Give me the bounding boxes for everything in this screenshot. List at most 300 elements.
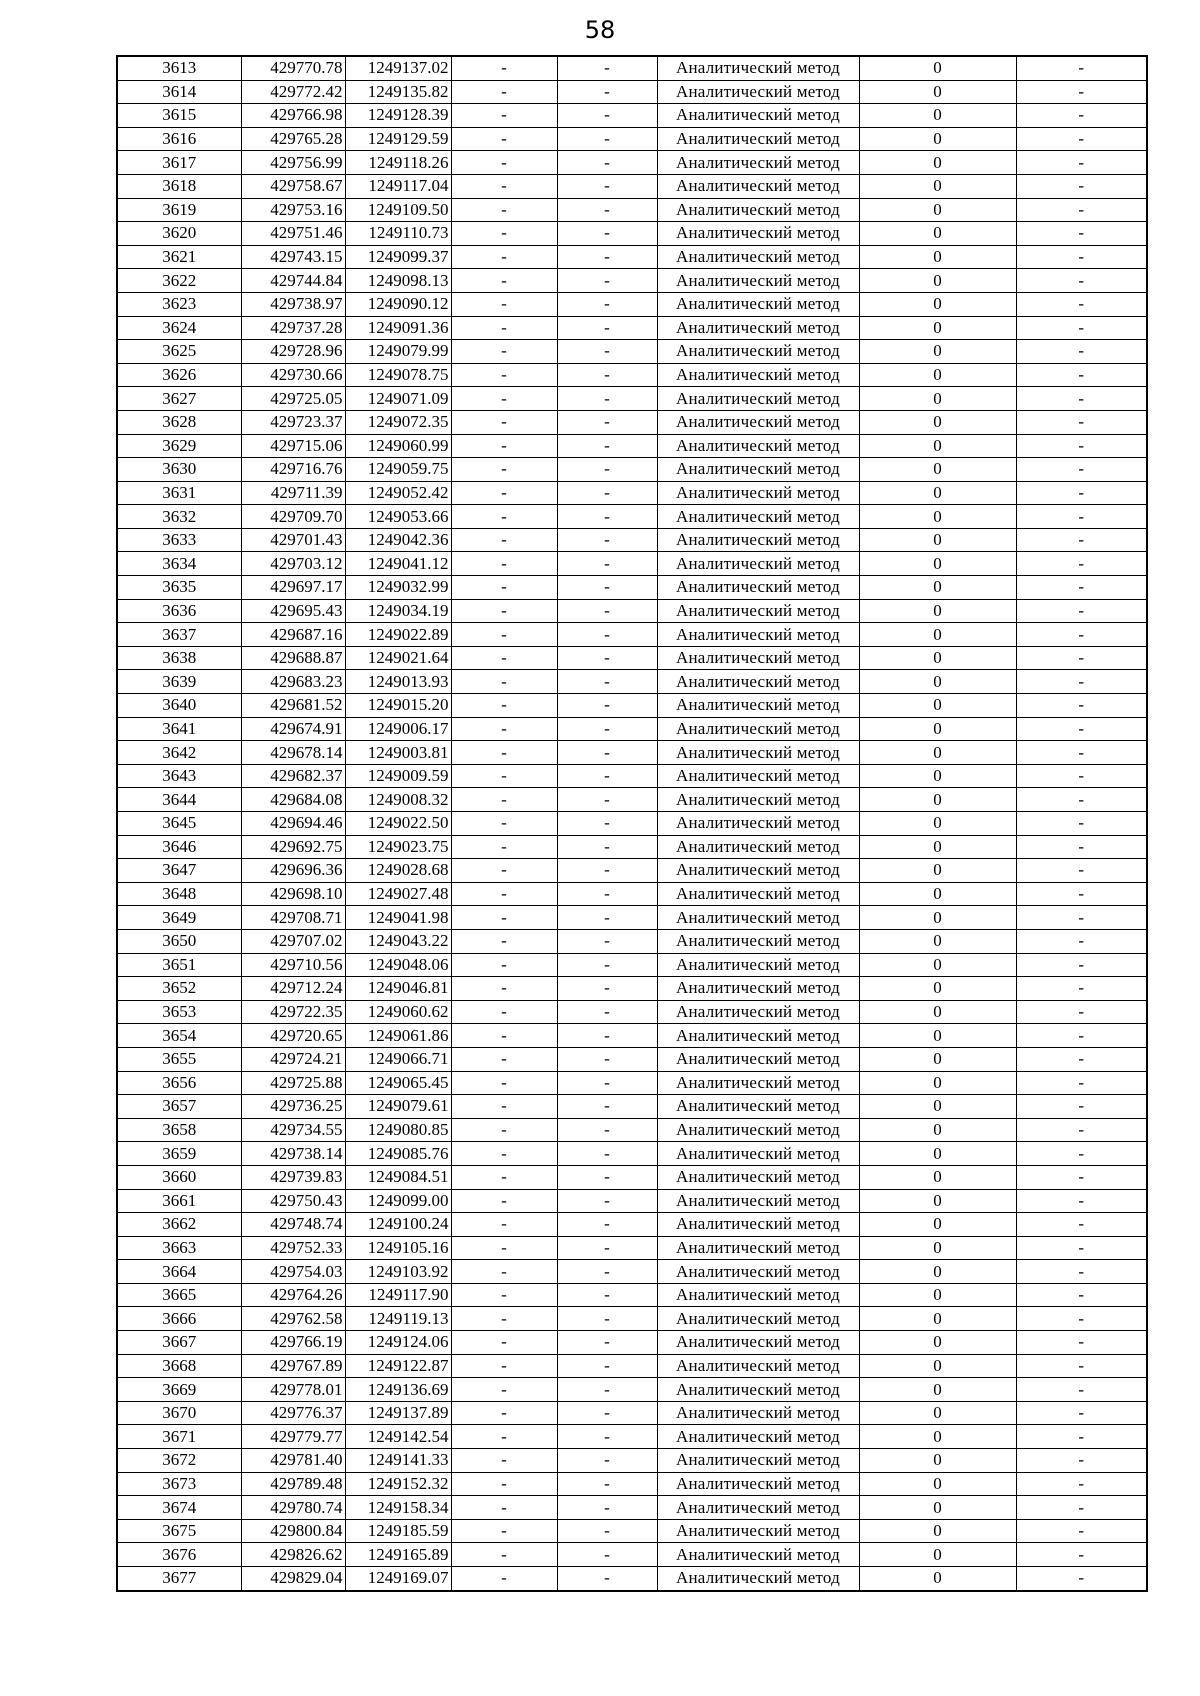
point-number-cell: 3673 — [117, 1472, 241, 1496]
point-number-cell: 3664 — [117, 1260, 241, 1284]
precision-cell: 0 — [859, 1519, 1016, 1543]
method-cell: Аналитический метод — [657, 1118, 859, 1142]
dash-cell: - — [451, 387, 557, 411]
y-coordinate-cell: 1249034.19 — [345, 599, 451, 623]
method-cell: Аналитический метод — [657, 269, 859, 293]
y-coordinate-cell: 1249060.99 — [345, 434, 451, 458]
dash-cell: - — [557, 528, 657, 552]
dash-cell: - — [557, 1496, 657, 1520]
dash-cell: - — [451, 1449, 557, 1473]
table-row — [117, 1213, 1147, 1237]
dash-cell: - — [451, 1118, 557, 1142]
dash-cell: - — [557, 1071, 657, 1095]
y-coordinate-cell: 1249169.07 — [345, 1567, 451, 1591]
point-number-cell: 3650 — [117, 929, 241, 953]
y-coordinate-cell: 1249152.32 — [345, 1472, 451, 1496]
dash-cell: - — [1016, 788, 1147, 812]
dash-cell: - — [557, 1331, 657, 1355]
table-row — [117, 1095, 1147, 1119]
x-coordinate-cell: 429734.55 — [241, 1118, 345, 1142]
table-row — [117, 1142, 1147, 1166]
method-cell: Аналитический метод — [657, 1189, 859, 1213]
y-coordinate-cell: 1249124.06 — [345, 1331, 451, 1355]
dash-cell: - — [1016, 1024, 1147, 1048]
precision-cell: 0 — [859, 222, 1016, 246]
point-number-cell: 3640 — [117, 694, 241, 718]
y-coordinate-cell: 1249041.12 — [345, 552, 451, 576]
table-row — [117, 1496, 1147, 1520]
precision-cell: 0 — [859, 670, 1016, 694]
dash-cell: - — [557, 1213, 657, 1237]
dash-cell: - — [557, 1378, 657, 1402]
x-coordinate-cell: 429710.56 — [241, 953, 345, 977]
precision-cell: 0 — [859, 80, 1016, 104]
dash-cell: - — [1016, 505, 1147, 529]
dash-cell: - — [557, 1000, 657, 1024]
y-coordinate-cell: 1249079.61 — [345, 1095, 451, 1119]
dash-cell: - — [1016, 1331, 1147, 1355]
method-cell: Аналитический метод — [657, 812, 859, 836]
table-row — [117, 481, 1147, 505]
precision-cell: 0 — [859, 1024, 1016, 1048]
dash-cell: - — [557, 198, 657, 222]
dash-cell: - — [451, 646, 557, 670]
dash-cell: - — [1016, 245, 1147, 269]
method-cell: Аналитический метод — [657, 363, 859, 387]
method-cell: Аналитический метод — [657, 292, 859, 316]
precision-cell: 0 — [859, 1567, 1016, 1591]
x-coordinate-cell: 429722.35 — [241, 1000, 345, 1024]
method-cell: Аналитический метод — [657, 434, 859, 458]
dash-cell: - — [557, 316, 657, 340]
dash-cell: - — [451, 1354, 557, 1378]
dash-cell: - — [1016, 127, 1147, 151]
precision-cell: 0 — [859, 599, 1016, 623]
dash-cell: - — [557, 1519, 657, 1543]
point-number-cell: 3643 — [117, 764, 241, 788]
dash-cell: - — [451, 1095, 557, 1119]
table-row — [117, 198, 1147, 222]
y-coordinate-cell: 1249105.16 — [345, 1236, 451, 1260]
precision-cell: 0 — [859, 788, 1016, 812]
dash-cell: - — [557, 1142, 657, 1166]
dash-cell: - — [1016, 1047, 1147, 1071]
y-coordinate-cell: 1249015.20 — [345, 694, 451, 718]
table-row — [117, 717, 1147, 741]
point-number-cell: 3639 — [117, 670, 241, 694]
dash-cell: - — [451, 1283, 557, 1307]
dash-cell: - — [451, 835, 557, 859]
dash-cell: - — [1016, 1213, 1147, 1237]
table-row — [117, 788, 1147, 812]
y-coordinate-cell: 1249137.89 — [345, 1401, 451, 1425]
point-number-cell: 3675 — [117, 1519, 241, 1543]
precision-cell: 0 — [859, 953, 1016, 977]
dash-cell: - — [1016, 222, 1147, 246]
x-coordinate-cell: 429750.43 — [241, 1189, 345, 1213]
y-coordinate-cell: 1249048.06 — [345, 953, 451, 977]
dash-cell: - — [1016, 198, 1147, 222]
x-coordinate-cell: 429738.97 — [241, 292, 345, 316]
point-number-cell: 3660 — [117, 1165, 241, 1189]
method-cell: Аналитический метод — [657, 717, 859, 741]
dash-cell: - — [557, 741, 657, 765]
method-cell: Аналитический метод — [657, 1165, 859, 1189]
point-number-cell: 3677 — [117, 1567, 241, 1591]
table-row — [117, 1260, 1147, 1284]
dash-cell: - — [557, 812, 657, 836]
y-coordinate-cell: 1249065.45 — [345, 1071, 451, 1095]
dash-cell: - — [557, 859, 657, 883]
precision-cell: 0 — [859, 623, 1016, 647]
point-number-cell: 3632 — [117, 505, 241, 529]
dash-cell: - — [451, 1567, 557, 1591]
dash-cell: - — [1016, 670, 1147, 694]
coordinates-table — [116, 55, 1148, 1592]
table-row — [117, 269, 1147, 293]
dash-cell: - — [557, 1283, 657, 1307]
point-number-cell: 3654 — [117, 1024, 241, 1048]
dash-cell: - — [451, 434, 557, 458]
x-coordinate-cell: 429730.66 — [241, 363, 345, 387]
point-number-cell: 3663 — [117, 1236, 241, 1260]
dash-cell: - — [557, 1449, 657, 1473]
point-number-cell: 3641 — [117, 717, 241, 741]
dash-cell: - — [1016, 1519, 1147, 1543]
y-coordinate-cell: 1249158.34 — [345, 1496, 451, 1520]
dash-cell: - — [1016, 1095, 1147, 1119]
dash-cell: - — [557, 1425, 657, 1449]
precision-cell: 0 — [859, 1401, 1016, 1425]
dash-cell: - — [451, 694, 557, 718]
x-coordinate-cell: 429720.65 — [241, 1024, 345, 1048]
table-row — [117, 1071, 1147, 1095]
dash-cell: - — [557, 505, 657, 529]
dash-cell: - — [1016, 552, 1147, 576]
precision-cell: 0 — [859, 694, 1016, 718]
dash-cell: - — [1016, 977, 1147, 1001]
precision-cell: 0 — [859, 1047, 1016, 1071]
dash-cell: - — [557, 222, 657, 246]
dash-cell: - — [1016, 646, 1147, 670]
method-cell: Аналитический метод — [657, 977, 859, 1001]
y-coordinate-cell: 1249041.98 — [345, 906, 451, 930]
x-coordinate-cell: 429692.75 — [241, 835, 345, 859]
point-number-cell: 3629 — [117, 434, 241, 458]
dash-cell: - — [1016, 764, 1147, 788]
method-cell: Аналитический метод — [657, 1354, 859, 1378]
y-coordinate-cell: 1249032.99 — [345, 576, 451, 600]
method-cell: Аналитический метод — [657, 56, 859, 80]
table-row — [117, 1118, 1147, 1142]
table-row — [117, 670, 1147, 694]
dash-cell: - — [1016, 599, 1147, 623]
y-coordinate-cell: 1249079.99 — [345, 340, 451, 364]
y-coordinate-cell: 1249099.00 — [345, 1189, 451, 1213]
dash-cell: - — [451, 882, 557, 906]
point-number-cell: 3638 — [117, 646, 241, 670]
dash-cell: - — [557, 552, 657, 576]
method-cell: Аналитический метод — [657, 505, 859, 529]
method-cell: Аналитический метод — [657, 387, 859, 411]
dash-cell: - — [451, 410, 557, 434]
method-cell: Аналитический метод — [657, 1543, 859, 1567]
x-coordinate-cell: 429736.25 — [241, 1095, 345, 1119]
dash-cell: - — [451, 481, 557, 505]
precision-cell: 0 — [859, 906, 1016, 930]
dash-cell: - — [451, 198, 557, 222]
method-cell: Аналитический метод — [657, 623, 859, 647]
x-coordinate-cell: 429739.83 — [241, 1165, 345, 1189]
dash-cell: - — [451, 222, 557, 246]
table-row — [117, 1378, 1147, 1402]
point-number-cell: 3616 — [117, 127, 241, 151]
dash-cell: - — [557, 576, 657, 600]
dash-cell: - — [557, 1095, 657, 1119]
y-coordinate-cell: 1249129.59 — [345, 127, 451, 151]
table-row — [117, 80, 1147, 104]
dash-cell: - — [1016, 623, 1147, 647]
dash-cell: - — [451, 1236, 557, 1260]
precision-cell: 0 — [859, 1095, 1016, 1119]
table-row — [117, 1331, 1147, 1355]
dash-cell: - — [557, 953, 657, 977]
table-row — [117, 1236, 1147, 1260]
precision-cell: 0 — [859, 363, 1016, 387]
dash-cell: - — [557, 127, 657, 151]
dash-cell: - — [557, 434, 657, 458]
table-row — [117, 222, 1147, 246]
point-number-cell: 3646 — [117, 835, 241, 859]
x-coordinate-cell: 429756.99 — [241, 151, 345, 175]
precision-cell: 0 — [859, 1000, 1016, 1024]
method-cell: Аналитический метод — [657, 245, 859, 269]
precision-cell: 0 — [859, 741, 1016, 765]
method-cell: Аналитический метод — [657, 1519, 859, 1543]
dash-cell: - — [451, 741, 557, 765]
point-number-cell: 3620 — [117, 222, 241, 246]
method-cell: Аналитический метод — [657, 1213, 859, 1237]
dash-cell: - — [1016, 1307, 1147, 1331]
precision-cell: 0 — [859, 1118, 1016, 1142]
table-row — [117, 387, 1147, 411]
precision-cell: 0 — [859, 340, 1016, 364]
method-cell: Аналитический метод — [657, 1024, 859, 1048]
dash-cell: - — [451, 1189, 557, 1213]
table-row — [117, 363, 1147, 387]
table-row — [117, 764, 1147, 788]
method-cell: Аналитический метод — [657, 1567, 859, 1591]
x-coordinate-cell: 429716.76 — [241, 458, 345, 482]
x-coordinate-cell: 429767.89 — [241, 1354, 345, 1378]
table-row — [117, 1354, 1147, 1378]
point-number-cell: 3669 — [117, 1378, 241, 1402]
y-coordinate-cell: 1249085.76 — [345, 1142, 451, 1166]
point-number-cell: 3672 — [117, 1449, 241, 1473]
y-coordinate-cell: 1249185.59 — [345, 1519, 451, 1543]
precision-cell: 0 — [859, 56, 1016, 80]
dash-cell: - — [1016, 576, 1147, 600]
dash-cell: - — [1016, 741, 1147, 765]
x-coordinate-cell: 429754.03 — [241, 1260, 345, 1284]
dash-cell: - — [451, 1142, 557, 1166]
dash-cell: - — [451, 576, 557, 600]
dash-cell: - — [557, 788, 657, 812]
dash-cell: - — [557, 174, 657, 198]
point-number-cell: 3676 — [117, 1543, 241, 1567]
x-coordinate-cell: 429728.96 — [241, 340, 345, 364]
precision-cell: 0 — [859, 104, 1016, 128]
dash-cell: - — [451, 859, 557, 883]
precision-cell: 0 — [859, 174, 1016, 198]
method-cell: Аналитический метод — [657, 528, 859, 552]
dash-cell: - — [557, 269, 657, 293]
table-row — [117, 646, 1147, 670]
method-cell: Аналитический метод — [657, 764, 859, 788]
dash-cell: - — [1016, 1165, 1147, 1189]
y-coordinate-cell: 1249009.59 — [345, 764, 451, 788]
point-number-cell: 3670 — [117, 1401, 241, 1425]
x-coordinate-cell: 429744.84 — [241, 269, 345, 293]
dash-cell: - — [451, 929, 557, 953]
y-coordinate-cell: 1249165.89 — [345, 1543, 451, 1567]
y-coordinate-cell: 1249100.24 — [345, 1213, 451, 1237]
table-row — [117, 623, 1147, 647]
x-coordinate-cell: 429723.37 — [241, 410, 345, 434]
precision-cell: 0 — [859, 1260, 1016, 1284]
dash-cell: - — [557, 245, 657, 269]
y-coordinate-cell: 1249022.89 — [345, 623, 451, 647]
dash-cell: - — [451, 906, 557, 930]
dash-cell: - — [557, 977, 657, 1001]
method-cell: Аналитический метод — [657, 552, 859, 576]
dash-cell: - — [451, 245, 557, 269]
dash-cell: - — [451, 1331, 557, 1355]
y-coordinate-cell: 1249084.51 — [345, 1165, 451, 1189]
y-coordinate-cell: 1249080.85 — [345, 1118, 451, 1142]
method-cell: Аналитический метод — [657, 151, 859, 175]
point-number-cell: 3617 — [117, 151, 241, 175]
dash-cell: - — [557, 1567, 657, 1591]
dash-cell: - — [557, 646, 657, 670]
table-row — [117, 694, 1147, 718]
dash-cell: - — [557, 929, 657, 953]
dash-cell: - — [451, 1165, 557, 1189]
point-number-cell: 3625 — [117, 340, 241, 364]
point-number-cell: 3626 — [117, 363, 241, 387]
table-row — [117, 1283, 1147, 1307]
dash-cell: - — [451, 670, 557, 694]
dash-cell: - — [1016, 363, 1147, 387]
precision-cell: 0 — [859, 458, 1016, 482]
y-coordinate-cell: 1249078.75 — [345, 363, 451, 387]
precision-cell: 0 — [859, 1071, 1016, 1095]
dash-cell: - — [1016, 1472, 1147, 1496]
table-row — [117, 174, 1147, 198]
method-cell: Аналитический метод — [657, 576, 859, 600]
point-number-cell: 3653 — [117, 1000, 241, 1024]
method-cell: Аналитический метод — [657, 1496, 859, 1520]
precision-cell: 0 — [859, 151, 1016, 175]
dash-cell: - — [1016, 812, 1147, 836]
method-cell: Аналитический метод — [657, 1472, 859, 1496]
precision-cell: 0 — [859, 929, 1016, 953]
y-coordinate-cell: 1249119.13 — [345, 1307, 451, 1331]
x-coordinate-cell: 429752.33 — [241, 1236, 345, 1260]
point-number-cell: 3631 — [117, 481, 241, 505]
dash-cell: - — [1016, 694, 1147, 718]
point-number-cell: 3667 — [117, 1331, 241, 1355]
y-coordinate-cell: 1249003.81 — [345, 741, 451, 765]
precision-cell: 0 — [859, 1189, 1016, 1213]
point-number-cell: 3623 — [117, 292, 241, 316]
dash-cell: - — [1016, 1378, 1147, 1402]
dash-cell: - — [1016, 1543, 1147, 1567]
x-coordinate-cell: 429708.71 — [241, 906, 345, 930]
x-coordinate-cell: 429695.43 — [241, 599, 345, 623]
dash-cell: - — [451, 599, 557, 623]
dash-cell: - — [1016, 80, 1147, 104]
method-cell: Аналитический метод — [657, 882, 859, 906]
method-cell: Аналитический метод — [657, 316, 859, 340]
y-coordinate-cell: 1249141.33 — [345, 1449, 451, 1473]
table-row — [117, 1189, 1147, 1213]
table-row — [117, 245, 1147, 269]
y-coordinate-cell: 1249046.81 — [345, 977, 451, 1001]
point-number-cell: 3651 — [117, 953, 241, 977]
point-number-cell: 3642 — [117, 741, 241, 765]
point-number-cell: 3668 — [117, 1354, 241, 1378]
x-coordinate-cell: 429753.16 — [241, 198, 345, 222]
dash-cell: - — [557, 387, 657, 411]
dash-cell: - — [1016, 1283, 1147, 1307]
precision-cell: 0 — [859, 1165, 1016, 1189]
table-row — [117, 1449, 1147, 1473]
y-coordinate-cell: 1249117.90 — [345, 1283, 451, 1307]
dash-cell: - — [557, 882, 657, 906]
method-cell: Аналитический метод — [657, 859, 859, 883]
table-row — [117, 599, 1147, 623]
table-row — [117, 505, 1147, 529]
precision-cell: 0 — [859, 812, 1016, 836]
dash-cell: - — [451, 528, 557, 552]
x-coordinate-cell: 429743.15 — [241, 245, 345, 269]
dash-cell: - — [557, 56, 657, 80]
method-cell: Аналитический метод — [657, 1260, 859, 1284]
dash-cell: - — [1016, 1425, 1147, 1449]
method-cell: Аналитический метод — [657, 1425, 859, 1449]
precision-cell: 0 — [859, 1331, 1016, 1355]
table-row — [117, 56, 1147, 80]
x-coordinate-cell: 429709.70 — [241, 505, 345, 529]
point-number-cell: 3658 — [117, 1118, 241, 1142]
method-cell: Аналитический метод — [657, 222, 859, 246]
y-coordinate-cell: 1249028.68 — [345, 859, 451, 883]
point-number-cell: 3630 — [117, 458, 241, 482]
dash-cell: - — [1016, 835, 1147, 859]
y-coordinate-cell: 1249135.82 — [345, 80, 451, 104]
dash-cell: - — [1016, 1449, 1147, 1473]
x-coordinate-cell: 429780.74 — [241, 1496, 345, 1520]
x-coordinate-cell: 429715.06 — [241, 434, 345, 458]
table-body — [117, 56, 1147, 1591]
dash-cell: - — [1016, 1189, 1147, 1213]
table-row — [117, 741, 1147, 765]
dash-cell: - — [1016, 1142, 1147, 1166]
y-coordinate-cell: 1249008.32 — [345, 788, 451, 812]
x-coordinate-cell: 429762.58 — [241, 1307, 345, 1331]
table-row — [117, 1543, 1147, 1567]
